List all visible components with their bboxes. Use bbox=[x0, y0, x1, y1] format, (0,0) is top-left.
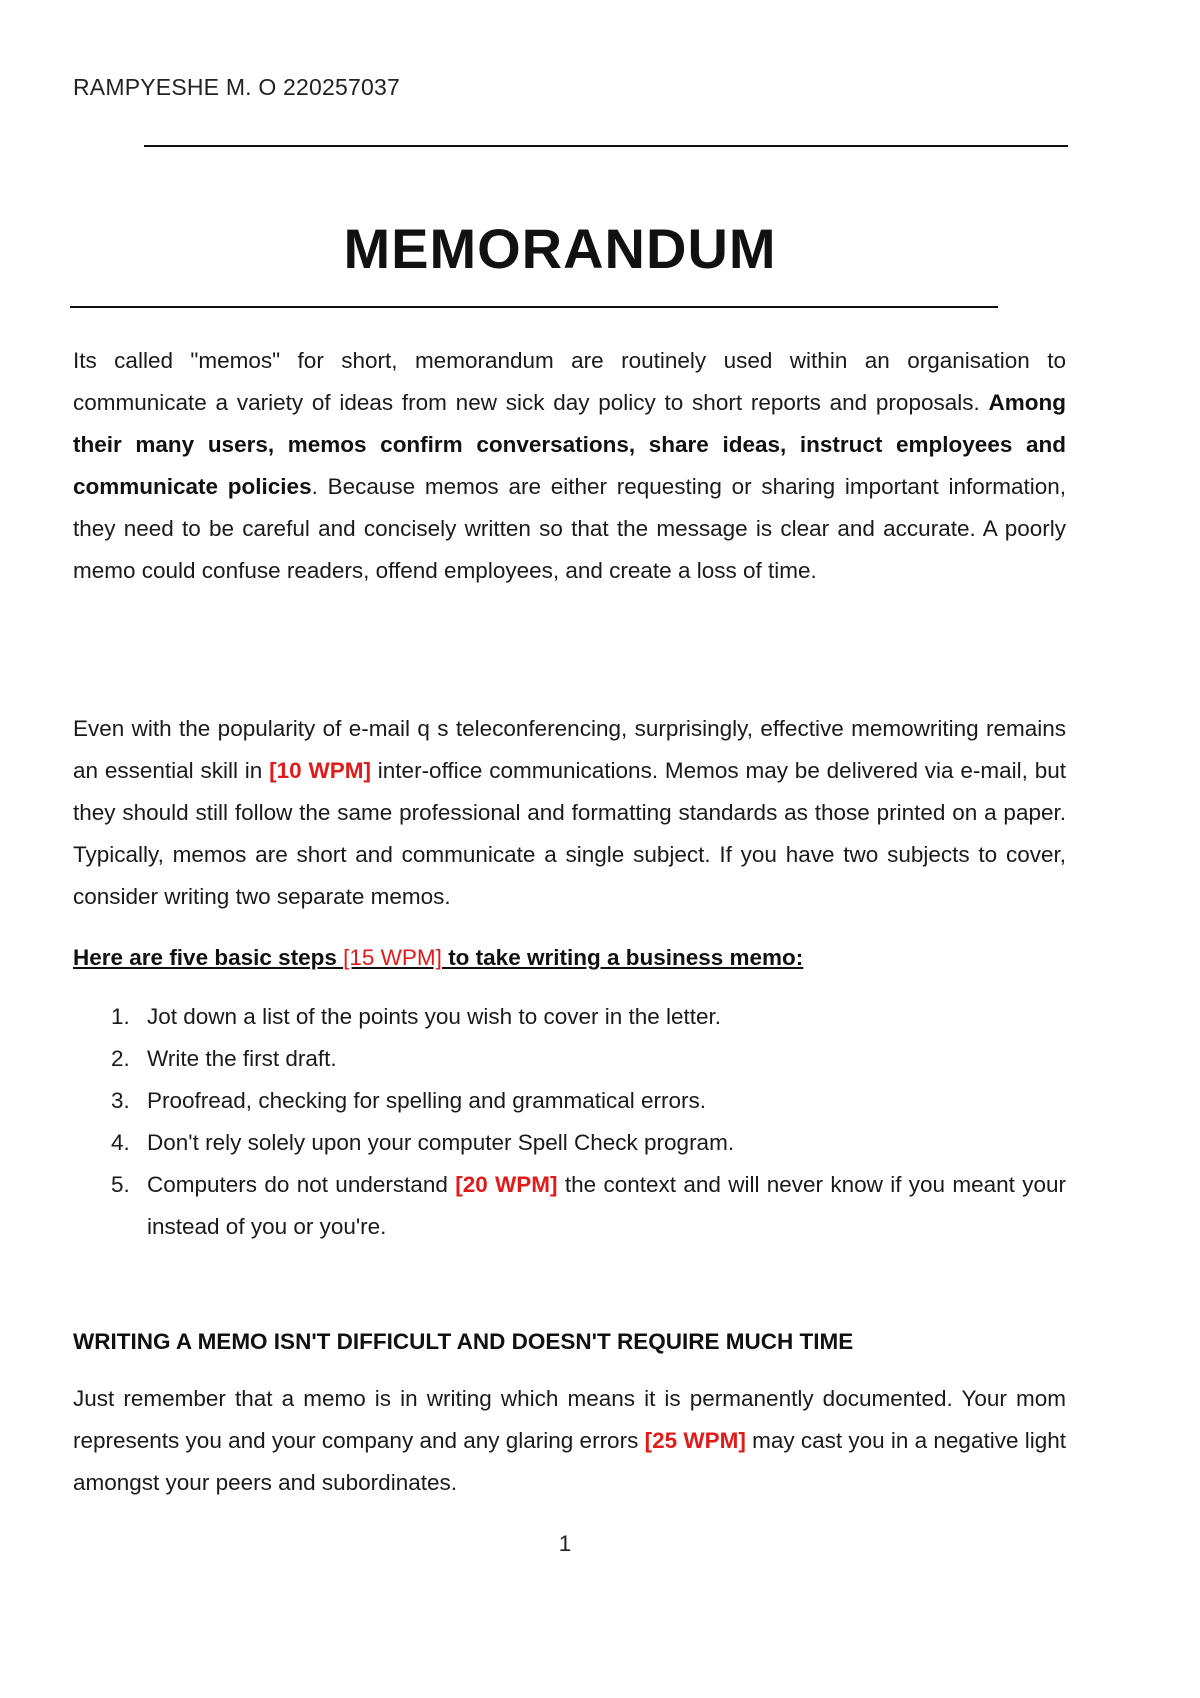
list-item-number: 4. bbox=[111, 1130, 130, 1155]
wpm-marker-15: [15 WPM] bbox=[343, 945, 442, 970]
closing-text-b: may cast you in a negative light amongst your peers and subordinates. bbox=[73, 1428, 1067, 1495]
list-item-number: 2. bbox=[111, 1046, 130, 1071]
steps-heading-text-b: to take writing a business memo: bbox=[441, 945, 804, 970]
wpm-marker-20: [20 WPM] bbox=[455, 1172, 558, 1197]
list-item-text: Don't rely solely upon your computer Spell Check program. bbox=[147, 1130, 735, 1155]
list-item bbox=[73, 1038, 1066, 1080]
closing-paragraph bbox=[73, 1378, 1066, 1504]
intro-bold-text: Among their many users, memos confirm conversations, share ideas, instruct employees and communicate policies bbox=[73, 390, 1066, 499]
list-item-text: Write the first draft. bbox=[147, 1046, 337, 1071]
list-item-number: 3. bbox=[111, 1088, 130, 1113]
section-heading: WRITING A MEMO ISN'T DIFFICULT AND DOESN'T REQUIRE MUCH TIME bbox=[73, 1329, 854, 1354]
document-title: MEMORANDUM bbox=[343, 217, 777, 280]
list-item bbox=[73, 996, 1066, 1038]
page-number: 1 bbox=[558, 1531, 572, 1556]
email-text-a: Even with the popularity of e-mail q s teleconferencing, surprisingly, effective memowriting remains an essential skill in bbox=[73, 716, 1066, 783]
email-paragraph bbox=[73, 708, 1066, 918]
email-text-b: inter-office communications. Memos may be delivered via e-mail, but they should still follow the same professional and formatting standards as those printed on a paper. Typically, memos are short and communicate a single subject. If you have two subjects to cover, consider writing two separate memos. bbox=[73, 758, 1066, 909]
list-item-text-b: the context and will never know if you meant your instead of you or you're. bbox=[147, 1172, 1067, 1239]
list-item bbox=[73, 1122, 1066, 1164]
list-item-text: Proofread, checking for spelling and grammatical errors. bbox=[147, 1088, 707, 1113]
list-item-number: 5. bbox=[111, 1172, 130, 1197]
title-underline bbox=[70, 306, 998, 308]
steps-heading-text-a: Here are five basic steps bbox=[73, 945, 344, 970]
wpm-marker-10: [10 WPM] bbox=[269, 758, 371, 783]
list-item bbox=[73, 1164, 1066, 1248]
intro-paragraph bbox=[73, 340, 1066, 592]
intro-text-a: Its called "memos" for short, memorandum are routinely used within an organisation to communicate a variety of ideas from new sick day policy to short reports and proposals. bbox=[73, 348, 1066, 415]
closing-text-a: Just remember that a memo is in writing which means it is permanently documented. Your mom represents you and your company and any glaring errors bbox=[73, 1386, 1066, 1453]
steps-heading bbox=[73, 937, 803, 979]
author-header: RAMPYESHE M. O 220257037 bbox=[73, 74, 400, 100]
list-item-text-a: Computers do not understand bbox=[147, 1172, 456, 1197]
list-item-number: 1. bbox=[111, 1004, 130, 1029]
top-divider bbox=[144, 145, 1068, 147]
list-item-text: Jot down a list of the points you wish to cover in the letter. bbox=[147, 1004, 722, 1029]
list-item bbox=[73, 1080, 1066, 1122]
wpm-marker-25: [25 WPM] bbox=[644, 1428, 746, 1453]
intro-text-b: . Because memos are either requesting or sharing important information, they need to be careful and concisely written so that the message is clear and accurate. A poorly memo could confuse readers, offend employees, and create a loss of time. bbox=[73, 474, 1067, 583]
steps-list bbox=[73, 996, 1066, 1248]
